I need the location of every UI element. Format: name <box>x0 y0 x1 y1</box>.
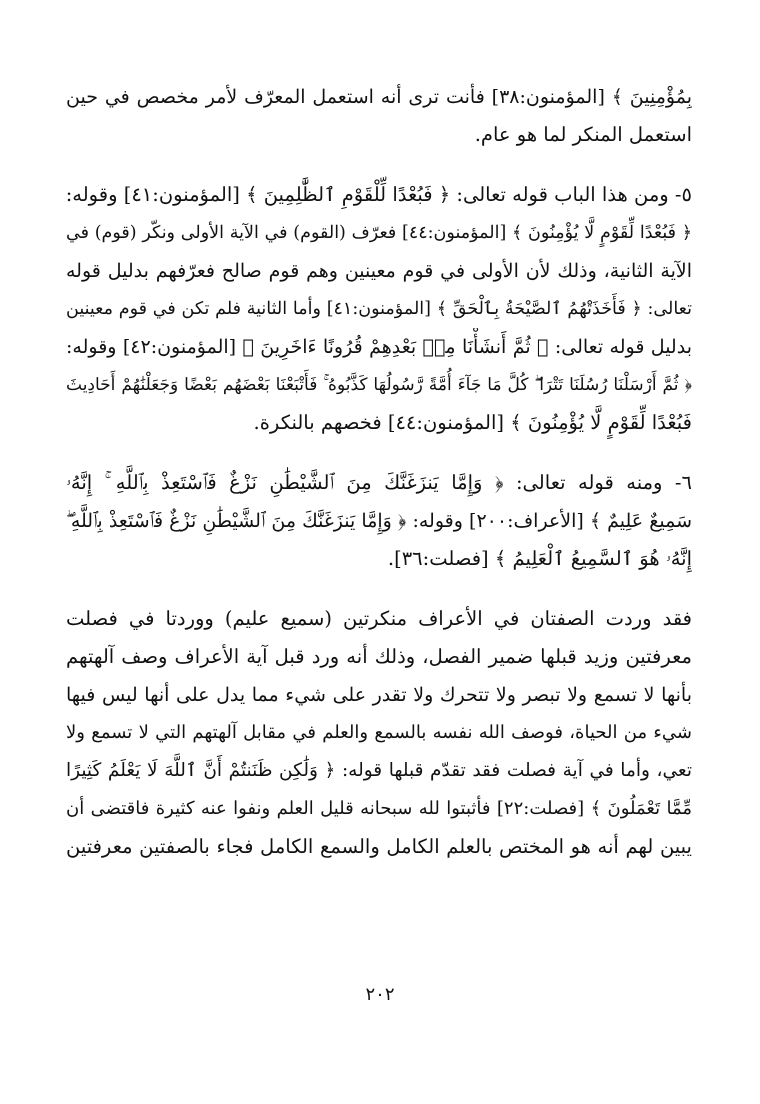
page-number: ٢٠٢ <box>365 984 395 1005</box>
paragraph <box>66 600 692 866</box>
text-line: بِمُؤْمِنِينَ ﴾ [المؤمنون:٣٨] فأنت ترى أنه استعمل المعرّف لأمر مخصص في حين <box>66 86 692 108</box>
text-line: تعالى: ﴿ فَأَخَذَتْهُمُ ٱلصَّيْحَةُ بِٱلْحَقِّ ﴾ [المؤمنون:٤١] وأما الثانية فلم تكن في قوم معينين <box>66 299 692 319</box>
text-line: إِنَّهُۥ هُوَ ٱلسَّمِيعُ ٱلْعَلِيمُ ﴾ [فصلت:٣٦]. <box>387 547 692 570</box>
body-text <box>66 78 692 866</box>
text-line: ﴿ ثُمَّ أَرْسَلْنَا رُسُلَنَا تَتْرَا ۖ كُلَّ مَا جَآءَ أُمَّةً رَّسُولُهَا كَذَّبُوهُ ۚ فَأَتْبَعْنَا بَعْضَهُم بَعْضًا وَجَعَلْنَٰهُمْ أَحَادِيثَ <box>66 375 692 395</box>
text-line: ٥- ومن هذا الباب قوله تعالى: ﴿ فَبُعْدًا لِّلْقَوْمِ ٱلظَّٰلِمِينَ ﴾ [المؤمنون:٤١] وقوله: <box>66 183 692 206</box>
paragraph <box>66 78 692 154</box>
text-line: معرفتين وزيد قبلها ضمير الفصل، وذلك أنه ورد قبل آية الأعراف وصف آلهتهم <box>66 645 692 668</box>
paragraph <box>66 464 692 578</box>
paragraph-gap <box>66 442 692 464</box>
text-line: شيء من الحياة، فوصف الله نفسه بالسمع والعلم في مقابل آلهتهم التي لا تسمع ولا <box>66 722 692 743</box>
text-line: سَمِيعٌ عَلِيمٌ ﴾ [الأعراف:٢٠٠] وقوله: ﴿ وَإِمَّا يَنزَغَنَّكَ مِنَ ٱلشَّيْطَٰنِ نَزْغٌ فَٱسْتَعِذْ بِٱللَّهِ ۖ <box>66 510 692 532</box>
text-line: مِّمَّا تَعْمَلُونَ ﴾ [فصلت:٢٢] فأثبتوا لله سبحانه قليل العلم ونفوا عنه كثيرة فاقتضى أن <box>66 798 692 819</box>
text-line: استعمل المنكر لما هو عام. <box>474 123 692 146</box>
text-line: الآية الثانية، وذلك لأن الأولى في قوم معينين وهم قوم صالح فعرّفهم بدليل قوله <box>66 260 692 282</box>
text-line: يبين لهم أنه هو المختص بالعلم الكامل والسمع الكامل فجاء بالصفتين معرفتين <box>66 835 692 858</box>
text-line: بأنها لا تسمع ولا تبصر ولا تتحرك ولا تقدر على شيء مما يدل على أنها ليس فيها <box>66 684 692 706</box>
text-line: فَبُعْدًا لِّقَوْمٍ لَّا يُؤْمِنُونَ ﴾ [المؤمنون:٤٤] فخصهم بالنكرة. <box>253 411 692 434</box>
text-line: ٦- ومنه قوله تعالى: ﴿ وَإِمَّا يَنزَغَنَّكَ مِنَ ٱلشَّيْطَٰنِ نَزْغٌ فَٱسْتَعِذْ بِٱللَّهِ ۚ إِنَّهُۥ <box>66 471 692 494</box>
paragraph-gap <box>66 154 692 176</box>
paragraph <box>66 176 692 442</box>
text-line: فقد وردت الصفتان في الأعراف منكرتين (سميع عليم) ووردتا في فصلت <box>66 607 692 630</box>
paragraph-gap <box>66 578 692 600</box>
text-line: تعي، وأما في آية فصلت فقد تقدّم قبلها قوله: ﴿ وَلَٰكِن ظَنَنتُمْ أَنَّ ٱللَّهَ لَا يَعْلَمُ كَثِيرًا <box>66 760 692 781</box>
text-line: ﴿ فَبُعْدًا لِّقَوْمٍ لَّا يُؤْمِنُونَ ﴾ [المؤمنون:٤٤] فعرّف (القوم) في الآية الأولى ونكّر (قوم) في <box>66 223 692 243</box>
text-line: بدليل قوله تعالى: ﴿ ثُمَّ أَنشَأْنَا مِنۢ بَعْدِهِمْ قُرُونًا ءَاخَرِينَ ﴾ [المؤمنون:٤٢] وقوله: <box>66 336 692 358</box>
